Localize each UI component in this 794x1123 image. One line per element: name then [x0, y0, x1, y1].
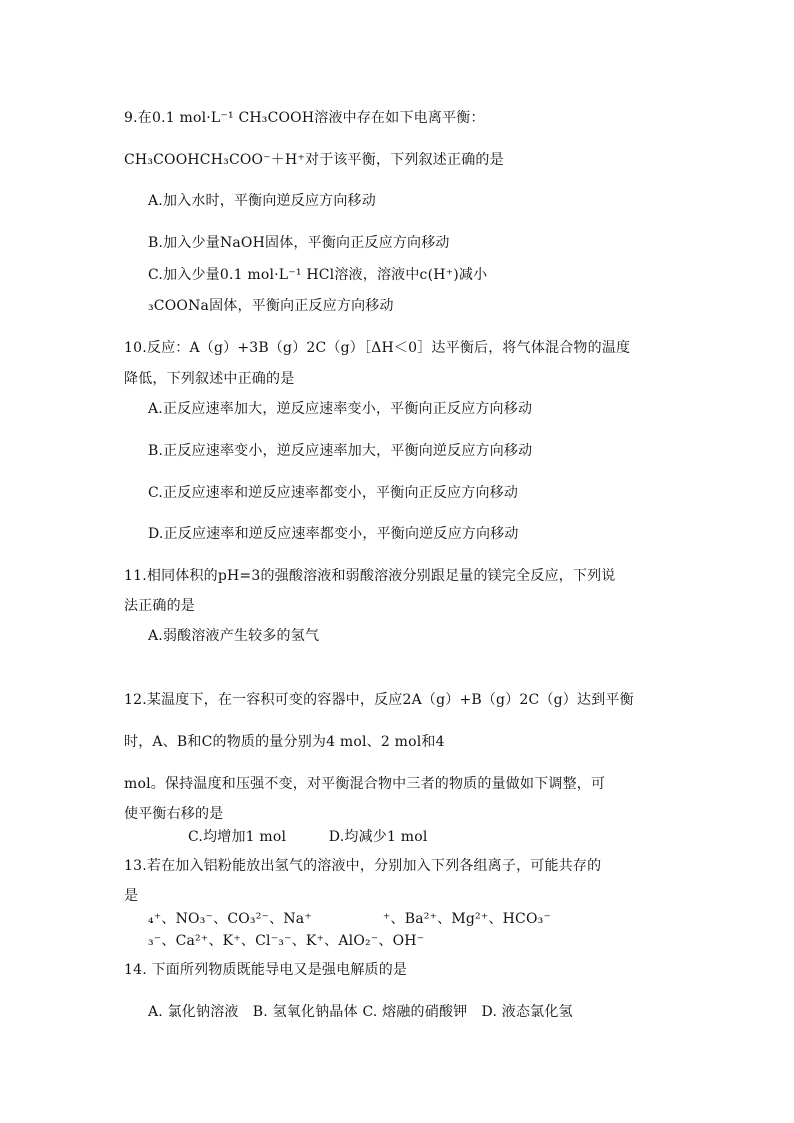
q13-stem-line1: 13.若在加入铝粉能放出氢气的溶液中，分别加入下列各组离子，可能共存的: [124, 858, 602, 874]
q11-stem-line2: 法正确的是: [124, 598, 195, 614]
q12-stem-line3: mol。保持温度和压强不变，对平衡混合物中三者的物质的量做如下调整，可: [124, 776, 606, 792]
q14-stem-line1: 14. 下面所列物质既能导电又是强电解质的是: [124, 962, 408, 978]
q10-option-b: B.正反应速率变小，逆反应速率加大，平衡向逆反应方向移动: [148, 443, 533, 459]
q9-stem-line1: 9.在0.1 mol·L⁻¹ CH₃COOH溶液中存在如下电离平衡：: [124, 110, 485, 126]
q14-options-row: A. 氯化钠溶液 B. 氢氧化钠晶体 C. 熔融的硝酸钾 D. 液态氯化氢: [148, 1004, 573, 1020]
q13-stem-line2: 是: [124, 888, 139, 904]
q10-option-a: A.正反应速率加大，逆反应速率变小，平衡向正反应方向移动: [148, 401, 533, 417]
q9-option-c: C.加入少量0.1 mol·L⁻¹ HCl溶液，溶液中c(H⁺)减小: [148, 267, 488, 283]
q9-stem-line2: CH₃COOHCH₃COO⁻＋H⁺对于该平衡，下列叙述正确的是: [124, 152, 504, 168]
q9-option-a: A.加入水时，平衡向逆反应方向移动: [148, 193, 376, 209]
q10-stem-line1: 10.反应：A（g）+3B（g）2C（g）［ΔH＜0］达平衡后，将气体混合物的温度: [124, 340, 631, 356]
q12-stem-line1: 12.某温度下，在一容积可变的容器中，反应2A（g）+B（g）2C（g）达到平衡: [124, 692, 634, 708]
q12-options-row: C.均增加1 mol D.均减少1 mol: [188, 829, 428, 845]
q9-option-b: B.加入少量NaOH固体，平衡向正反应方向移动: [148, 235, 450, 251]
q9-option-d-fragment: ₃COONa固体，平衡向正反应方向移动: [148, 298, 394, 314]
q12-stem-line2: 时，A、B和C的物质的量分别为4 mol、2 mol和4: [124, 734, 445, 750]
q13-ions-row1: ₄⁺、NO₃⁻、CO₃²⁻、Na⁺ ⁺、Ba²⁺、Mg²⁺、HCO₃⁻: [148, 911, 552, 927]
q11-option-a: A.弱酸溶液产生较多的氢气: [148, 628, 320, 644]
q10-option-d: D.正反应速率和逆反应速率都变小，平衡向逆反应方向移动: [148, 526, 519, 542]
q12-stem-line4: 使平衡右移的是: [124, 806, 224, 822]
q13-ions-row2: ₃⁻、Ca²⁺、K⁺、Cl⁻₃⁻、K⁺、AlO₂⁻、OH⁻: [148, 933, 425, 949]
q11-stem-line1: 11.相同体积的pH=3的强酸溶液和弱酸溶液分别跟足量的镁完全反应，下列说: [124, 568, 616, 584]
q10-option-c: C.正反应速率和逆反应速率都变小，平衡向正反应方向移动: [148, 485, 519, 501]
q10-stem-line2: 降低，下列叙述中正确的是: [124, 371, 295, 387]
